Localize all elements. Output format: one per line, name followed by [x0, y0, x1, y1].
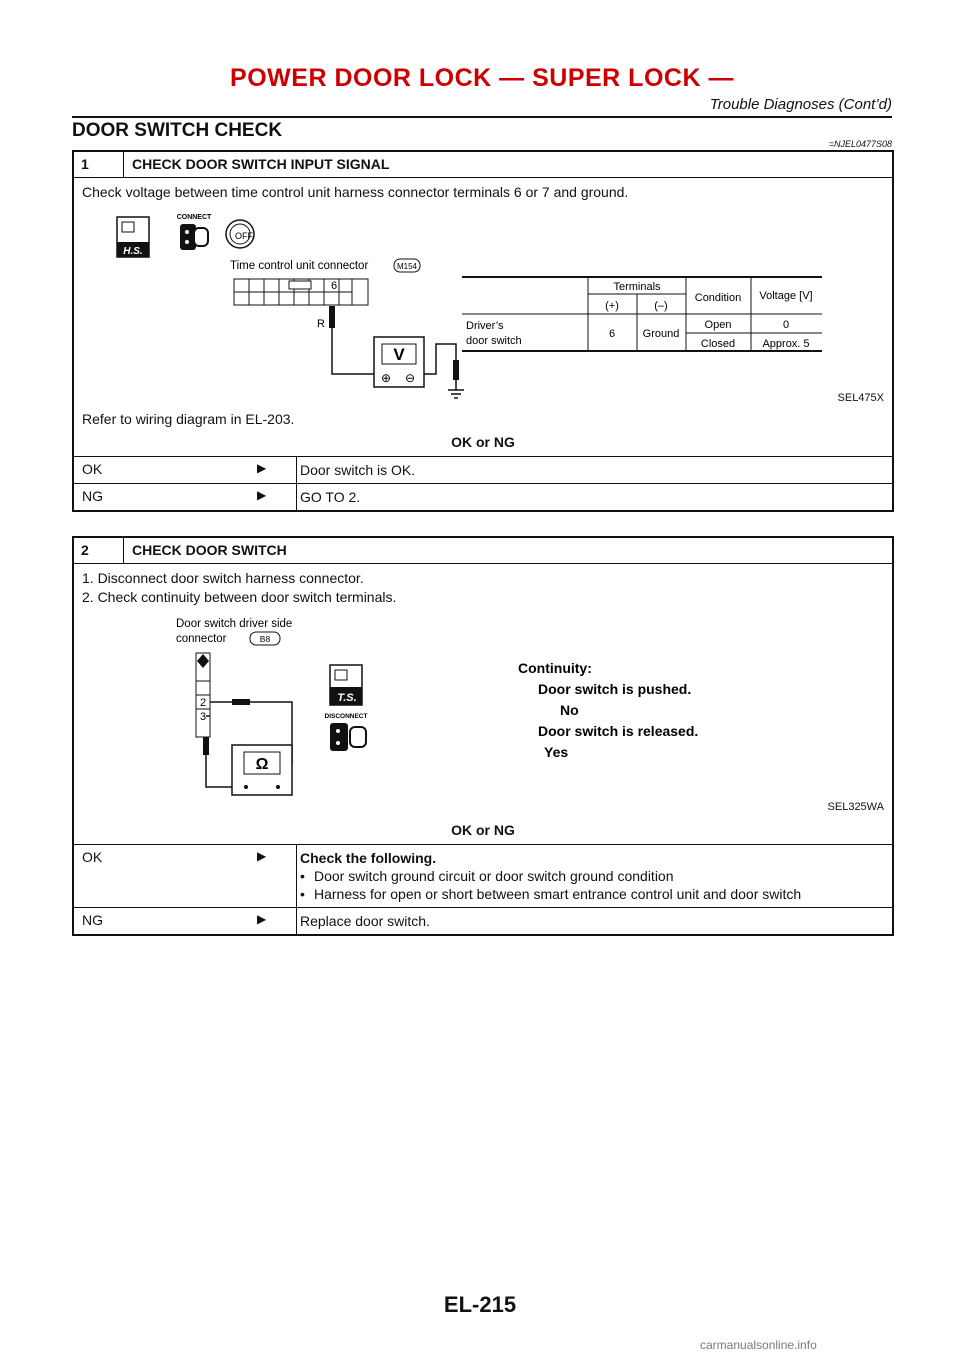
time-control-unit-connector: [234, 279, 368, 305]
svg-text:⊖: ⊖: [404, 371, 416, 385]
result-divider: [296, 484, 297, 510]
instruction-text: Check voltage between time control unit harness connector terminals 6 or 7 and ground.: [82, 184, 629, 200]
result-divider: [296, 845, 297, 907]
result-text: Replace door switch.: [300, 913, 430, 929]
ts-label: T.S.: [337, 692, 357, 704]
continuity-diagram: [74, 607, 888, 817]
result-pushed: No: [560, 702, 579, 718]
arrow-icon: ▶: [257, 488, 267, 502]
ohmmeter-icon: [232, 745, 292, 795]
bullet-icon: [300, 868, 314, 884]
table-row-minus: Ground: [642, 328, 680, 340]
table-item-line2: door switch: [466, 335, 522, 347]
meter-label: V: [393, 345, 405, 364]
ok-or-ng-label: OK or NG: [451, 822, 515, 838]
result-label: OK: [82, 849, 103, 865]
table-header-condition: Condition: [694, 292, 742, 304]
result-divider: [296, 457, 297, 483]
table-header-plus: (+): [605, 300, 619, 312]
continuity-title: Continuity:: [518, 660, 592, 676]
step-2-box: [72, 536, 894, 936]
instruction-line: 2. Check continuity between door switch terminals.: [82, 589, 397, 605]
instruction-line: 1. Disconnect door switch harness connector.: [82, 570, 364, 586]
connector-code: M154: [396, 262, 418, 271]
terminal-3: 3: [199, 711, 207, 723]
meter-label: Ω: [255, 756, 269, 773]
table-item-line1: Driver’s: [466, 320, 504, 332]
result-label: NG: [82, 912, 103, 928]
table-header-voltage: Voltage [V]: [759, 290, 813, 302]
figure-id: SEL325WA: [827, 801, 884, 813]
connector-line1: Door switch driver side: [176, 618, 293, 630]
result-row-ok: [74, 456, 892, 483]
result-row-ok: [74, 844, 892, 907]
header-rule: [72, 116, 892, 118]
bullet-icon: [300, 886, 314, 902]
connector-line2: connector: [176, 633, 227, 645]
table-header-minus: (–): [654, 300, 668, 312]
figure-id: SEL475X: [837, 392, 884, 404]
step-number: 1: [74, 152, 124, 177]
page-title: POWER DOOR LOCK — SUPER LOCK —: [230, 64, 734, 92]
terminal-2: 2: [199, 697, 207, 709]
table-volt-closed: Approx. 5: [762, 338, 810, 350]
off-label: OFF: [235, 231, 253, 241]
result-label: NG: [82, 488, 103, 504]
step-number: 2: [74, 538, 124, 563]
connector-code: B8: [259, 634, 271, 644]
result-divider: [296, 908, 297, 934]
table-row-plus: 6: [608, 328, 616, 340]
voltmeter-icon: [374, 337, 424, 387]
voltage-check-figure: [74, 202, 892, 402]
continuity-check-figure: [74, 607, 892, 817]
page-number: EL-215: [443, 1292, 517, 1317]
section-ref: =NJEL0477S08: [828, 139, 892, 149]
hs-label: H.S.: [123, 246, 143, 257]
section-title: DOOR SWITCH CHECK: [72, 120, 283, 141]
result-row-ng: [74, 907, 892, 934]
connector-label: Time control unit connector: [230, 260, 369, 272]
table-header-terminals: Terminals: [613, 281, 661, 293]
result-text: Door switch is OK.: [300, 462, 416, 478]
footer-watermark: carmanualsonline.info: [700, 1338, 817, 1352]
arrow-icon: ▶: [257, 849, 267, 863]
bullet-text: Door switch ground circuit or door switch ground condition: [314, 868, 674, 884]
result-content: [300, 845, 892, 907]
ts-icon: [330, 665, 362, 705]
wire-color: R: [317, 318, 325, 330]
bullet-text: Harness for open or short between smart entrance control unit and door switch: [314, 886, 802, 902]
svg-text:⊕: ⊕: [380, 371, 392, 385]
refer-text: Refer to wiring diagram in EL-203.: [82, 411, 295, 427]
step-1-body: [74, 177, 892, 456]
condition-released: Door switch is released.: [538, 723, 699, 739]
ok-or-ng-label: OK or NG: [451, 434, 515, 450]
disconnect-icon: [325, 713, 368, 751]
step-title: CHECK DOOR SWITCH INPUT SIGNAL: [132, 156, 390, 172]
result-released: Yes: [544, 744, 569, 760]
door-switch-connector: [196, 653, 210, 737]
connect-label: CONNECT: [176, 214, 212, 221]
bullet-item: [300, 867, 892, 885]
result-row-ng: [74, 483, 892, 510]
result-text: GO TO 2.: [300, 489, 361, 505]
arrow-icon: ▶: [257, 461, 267, 475]
condition-pushed: Door switch is pushed.: [538, 681, 692, 697]
disconnect-label: DISCONNECT: [324, 713, 368, 720]
step-1-box: [72, 150, 894, 512]
step-2-body: [74, 563, 892, 844]
table-cond-closed: Closed: [700, 338, 736, 350]
terminal-number: 6: [331, 280, 338, 292]
step-2-header: [74, 538, 892, 563]
step-title: CHECK DOOR SWITCH: [132, 542, 287, 558]
table-volt-open: 0: [782, 319, 790, 331]
voltage-diagram: [74, 202, 888, 402]
step-1-header: [74, 152, 892, 177]
result-label: OK: [82, 461, 103, 477]
table-cond-open: Open: [704, 319, 732, 331]
voltage-spec-table: [462, 277, 822, 351]
page-subtitle: Trouble Diagnoses (Cont’d): [709, 96, 892, 113]
ignition-off-icon: [226, 220, 254, 248]
connect-icon: [177, 214, 212, 250]
arrow-icon: ▶: [257, 912, 267, 926]
bullet-item: [300, 885, 892, 903]
page-header: [72, 64, 892, 113]
result-heading: Check the following.: [300, 850, 437, 866]
hs-icon: [117, 217, 149, 257]
